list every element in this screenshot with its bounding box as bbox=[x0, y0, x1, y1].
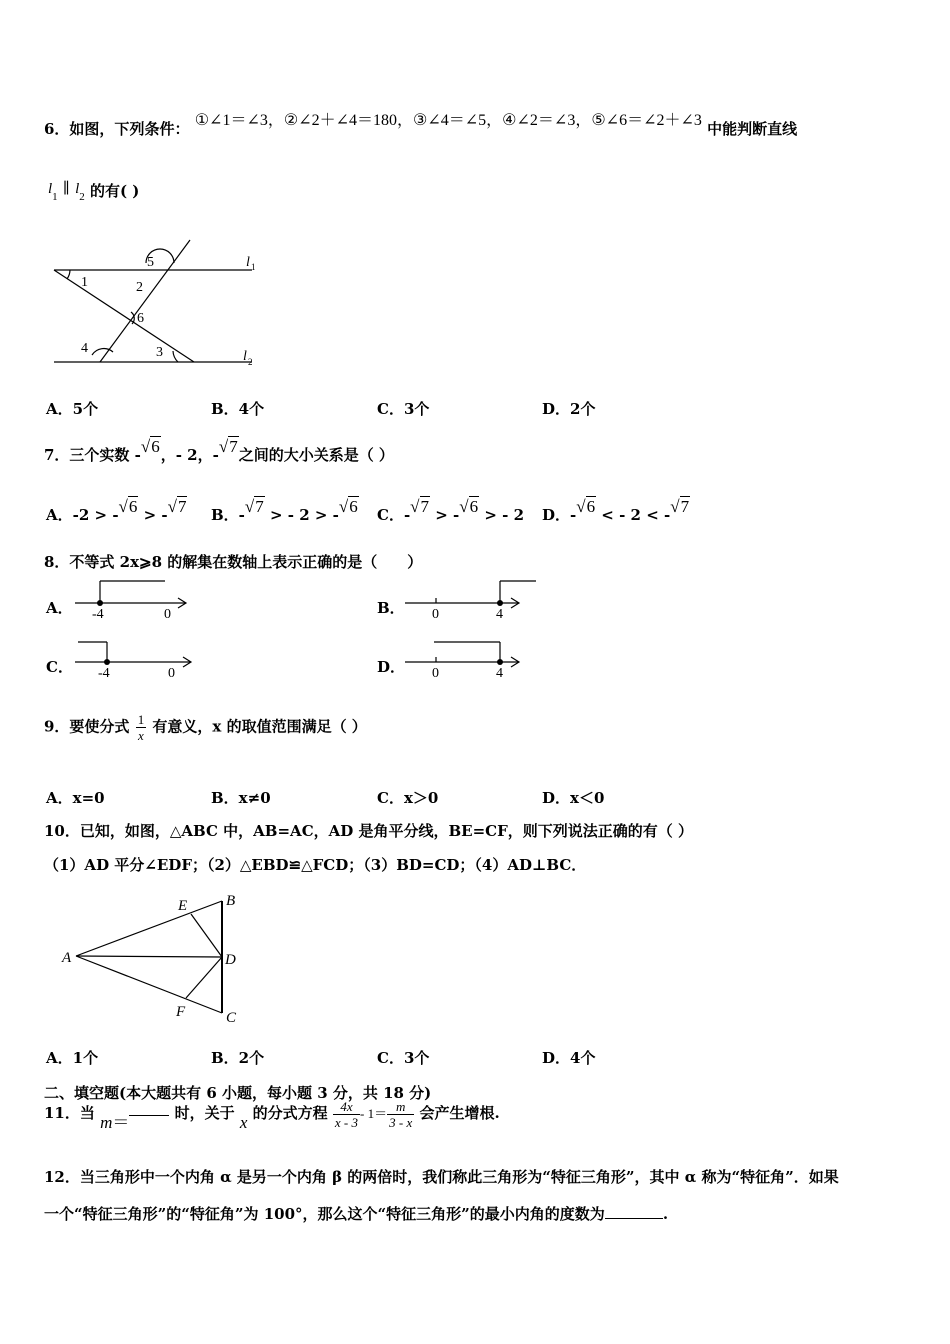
q6-option-b[interactable]: B．4个 bbox=[211, 400, 265, 418]
q12-line1: 12．当三角形中一个内角 α 是另一个内角 β 的两倍时，我们称此三角形为“特征三角形”，其中 α 称为“特征角”．如果 bbox=[44, 1168, 839, 1186]
q8-option-c[interactable]: C． bbox=[46, 658, 73, 676]
q6-conditions: ①∠1＝∠3，②∠2＋∠4＝180，③∠4＝∠5，④∠2＝∠3，⑤∠6＝∠2＋∠3 bbox=[194, 112, 702, 129]
segment-FD bbox=[186, 957, 222, 998]
q8-numberline-a[interactable] bbox=[70, 578, 200, 628]
q6-option-c[interactable]: C．3个 bbox=[377, 400, 430, 418]
fig-label: C bbox=[226, 1010, 237, 1026]
angle-1-arc bbox=[67, 270, 70, 279]
q9-option-b[interactable]: B．x≠0 bbox=[211, 789, 271, 807]
q10-option-a[interactable]: A．1个 bbox=[46, 1049, 99, 1067]
q11-stem: 11．当 m＝ 时，关于 x 的分式方程 $\frac{4x}{x - 3}$ - 1＝ $\frac{m}{3 - x}$ 会产生增根. bbox=[44, 1098, 500, 1132]
fig-label: 5 bbox=[147, 255, 154, 270]
transversal-1 bbox=[54, 270, 194, 362]
fig-label: 1 bbox=[81, 275, 88, 290]
q6-figure bbox=[40, 232, 280, 372]
q10-stem: 10．已知，如图，△ABC 中，AB=AC，AD 是角平分线，BE=CF，则下列说法正确的有（ ） bbox=[44, 822, 693, 840]
q10-option-d[interactable]: D．4个 bbox=[542, 1049, 596, 1067]
q12-answer-blank[interactable] bbox=[605, 1218, 663, 1219]
side-AB bbox=[76, 901, 222, 956]
q8-numberline-c[interactable] bbox=[70, 637, 200, 687]
fig-label: 1 bbox=[251, 262, 256, 272]
fraction-1-over-x: $\frac{1}{x}$ bbox=[137, 712, 145, 743]
fig-label: D bbox=[225, 952, 236, 968]
q6-stem-line2: $l_1$ ∥ $l_2$ 的有( ) bbox=[48, 181, 140, 203]
q8-option-a[interactable]: A． bbox=[46, 599, 73, 617]
fig-label: A bbox=[62, 950, 72, 966]
q6-option-a[interactable]: A．5个 bbox=[46, 400, 99, 418]
q11-answer-blank[interactable] bbox=[129, 1115, 169, 1116]
fig-label: 4 bbox=[81, 341, 88, 356]
fig-label: 2 bbox=[248, 357, 253, 367]
q8-numberline-d[interactable] bbox=[400, 637, 530, 687]
axis-label: 0 bbox=[432, 666, 439, 681]
q10-statements: （1）AD 平分∠EDF；（2）△EBD≌△FCD；（3）BD=CD；（4）AD⊥BC． bbox=[44, 856, 587, 874]
fig-label: F bbox=[176, 1004, 186, 1020]
section-2-title: 二、填空题(本大题共有 6 小题，每小题 3 分，共 18 分) bbox=[44, 1084, 432, 1102]
side-AC bbox=[76, 956, 222, 1013]
fig-label: l bbox=[243, 349, 247, 364]
fig-label: B bbox=[226, 893, 236, 909]
fig-label: E bbox=[178, 898, 188, 914]
fraction-4x-over-x-3: $\frac{4x}{x - 3}$ bbox=[334, 1098, 359, 1130]
axis-label: 4 bbox=[496, 607, 503, 622]
axis-label: -4 bbox=[92, 607, 104, 622]
q7-option-a[interactable]: A．-2 > -√6 > -√7 bbox=[46, 497, 187, 524]
q8-stem: 8．不等式 2x⩾8 的解集在数轴上表示正确的是（ ） bbox=[44, 553, 423, 571]
q7-option-d[interactable]: D．-√6 < - 2 < -√7 bbox=[542, 497, 690, 524]
q8-option-b[interactable]: B． bbox=[377, 599, 405, 617]
angle-3-arc bbox=[173, 351, 178, 362]
q9-stem: 9．要使分式 $\frac{1}{x}$ 有意义，x 的取值范围满足（ ） bbox=[44, 712, 367, 743]
fraction-m-over-3-x: $\frac{m}{3 - x}$ bbox=[389, 1098, 413, 1130]
fig-label: l bbox=[246, 255, 250, 270]
q6-option-d[interactable]: D．2个 bbox=[542, 400, 596, 418]
q8-numberline-b[interactable] bbox=[400, 578, 540, 628]
axis-label: -4 bbox=[98, 666, 110, 681]
segment-ED bbox=[191, 914, 222, 957]
q12-line2: 一个“特征三角形”的“特征角”为 100°，那么这个“特征三角形”的最小内角的度数为 . bbox=[44, 1205, 669, 1223]
q8-option-d[interactable]: D． bbox=[377, 658, 406, 676]
q10-option-b[interactable]: B．2个 bbox=[211, 1049, 265, 1067]
q7-option-b[interactable]: B．-√7 > - 2 > -√6 bbox=[211, 497, 358, 524]
axis-label: 0 bbox=[168, 666, 175, 681]
q9-option-c[interactable]: C．x＞0 bbox=[377, 789, 439, 807]
axis-label: 0 bbox=[164, 607, 171, 622]
angle-4-arc bbox=[92, 349, 113, 355]
transversal-2 bbox=[100, 240, 190, 362]
q6-stem: 6．如图，下列条件： ①∠1＝∠3，②∠2＋∠4＝180，③∠4＝∠5，④∠2＝∠3，⑤∠6＝∠2＋∠3 中能判断直线 bbox=[44, 112, 798, 138]
q9-option-a[interactable]: A．x=0 bbox=[46, 789, 105, 807]
fig-label: 3 bbox=[156, 345, 163, 360]
fig-label: 6 bbox=[137, 311, 144, 326]
q9-option-d[interactable]: D．x＜0 bbox=[542, 789, 605, 807]
axis-label: 4 bbox=[496, 666, 503, 681]
segment-AD bbox=[76, 956, 222, 957]
axis-label: 0 bbox=[432, 607, 439, 622]
fig-label: 2 bbox=[136, 280, 143, 295]
q7-option-c[interactable]: C．-√7 > -√6 > - 2 bbox=[377, 497, 525, 524]
q10-option-c[interactable]: C．3个 bbox=[377, 1049, 430, 1067]
q7-stem: 7．三个实数 -√6，- 2，-√7之间的大小关系是（ ） bbox=[44, 437, 394, 464]
q10-figure bbox=[58, 890, 258, 1030]
